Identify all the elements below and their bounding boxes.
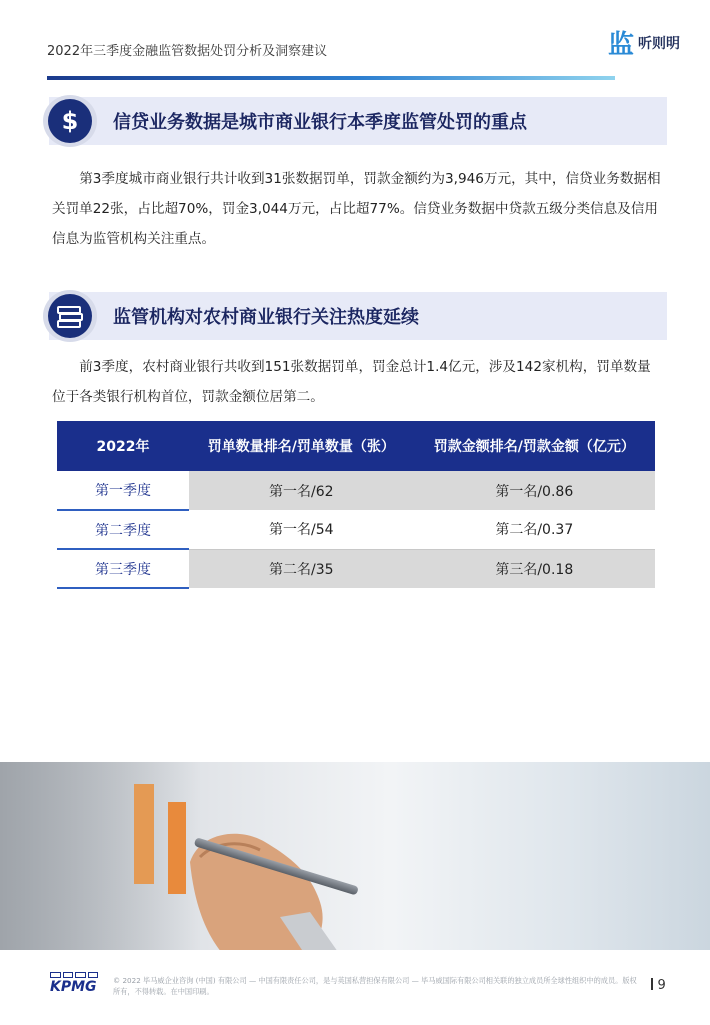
page-number: 9 xyxy=(651,978,666,993)
money-bag-icon: $ xyxy=(43,95,97,147)
table-header-row xyxy=(57,421,655,471)
table-row xyxy=(57,510,655,549)
header-year: 2022年 xyxy=(57,421,189,471)
amount-cell: 第一名/0.86 xyxy=(414,471,655,510)
section-title-1: 信贷业务数据是城市商业银行本季度监管处罚的重点 xyxy=(113,112,527,133)
footer-legal-text: © 2022 毕马威企业咨询 (中国) 有限公司 — 中国有限责任公司，是与英国私营担保有限公司 — 毕马威国际有限公司相关联的独立成员所全球性组织中的成员。版权所有，不得转载。在中国印刷。 xyxy=(113,976,637,996)
brand-mark: 监 xyxy=(607,30,632,60)
section-paragraph-2: 前3季度，农村商业银行共收到151张数据罚单，罚金总计1.4亿元，涉及142家机构，罚单数量位于各类银行机构首位，罚款金额位居第二。 xyxy=(52,359,651,405)
count-cell: 第二名/35 xyxy=(189,549,414,588)
header-divider xyxy=(47,76,615,80)
count-cell: 第一名/62 xyxy=(189,471,414,510)
amount-cell: 第二名/0.37 xyxy=(414,510,655,549)
section-paragraph-1: 第3季度城市商业银行共计收到31张数据罚单，罚款金额约为3,946万元，其中，信贷业务数据相关罚单22张，占比超70%，罚金3,044万元，占比超77%。信贷业务数据中贷款五级分类信息及信用信息为监管机构关注重点。 xyxy=(52,171,661,247)
hand-writing-photo xyxy=(0,762,710,950)
amount-cell: 第三名/0.18 xyxy=(414,549,655,588)
quarter-cell: 第一季度 xyxy=(57,471,189,510)
section-title-2: 监管机构对农村商业银行关注热度延续 xyxy=(113,307,419,328)
table-row xyxy=(57,471,655,510)
header-count: 罚单数量排名/罚单数量（张） xyxy=(189,421,414,471)
quarter-cell: 第三季度 xyxy=(57,549,189,588)
brand-text: 听则明 xyxy=(638,35,680,52)
document-title: 2022年三季度金融监管数据处罚分析及洞察建议 xyxy=(47,44,328,59)
kpmg-logo: KPMG xyxy=(50,972,98,995)
cash-stack-icon xyxy=(43,290,97,342)
brand xyxy=(608,24,680,61)
hand-illustration xyxy=(170,802,360,950)
table-row xyxy=(57,549,655,588)
sticky-note xyxy=(134,784,154,884)
section-heading-1 xyxy=(49,97,667,145)
section-heading-2 xyxy=(49,292,667,340)
count-cell: 第一名/54 xyxy=(189,510,414,549)
header-amount: 罚款金额排名/罚款金额（亿元） xyxy=(414,421,655,471)
penalty-ranking-table xyxy=(57,421,655,589)
quarter-cell: 第二季度 xyxy=(57,510,189,549)
